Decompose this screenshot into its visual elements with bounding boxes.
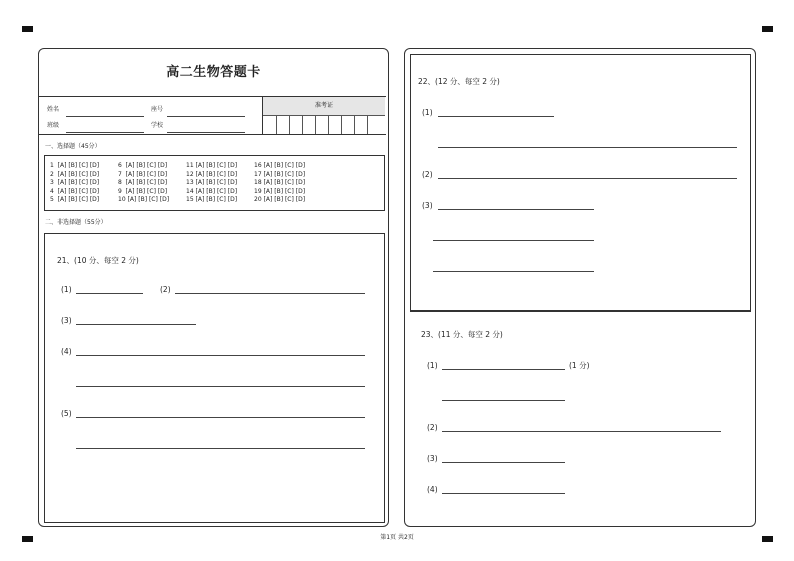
section2-title: 二、非选择题（55分）	[45, 219, 107, 226]
mcq-item[interactable]: 10 [A] [B] [C] [D]	[118, 196, 170, 203]
exam-id-cell[interactable]	[354, 115, 367, 134]
q22-header: 22、(12 分、每空 2 分)	[418, 77, 500, 86]
exam-id-cell[interactable]	[328, 115, 341, 134]
q21-blank-1[interactable]	[76, 293, 143, 294]
q22-blank-2[interactable]	[438, 178, 737, 179]
q21-blank-4b[interactable]	[76, 386, 365, 387]
card-title: 高二生物答题卡	[166, 65, 261, 80]
mcq-item[interactable]: 8 [A] [B] [C] [D]	[118, 179, 168, 186]
section1-title: 一、选择题（45分）	[45, 143, 101, 150]
q22-blank-3b[interactable]	[433, 240, 594, 241]
q21-header: 21、(10 分、每空 2 分)	[57, 256, 139, 265]
q22-label-1: (1)	[422, 108, 433, 117]
mcq-item[interactable]: 19 [A] [B] [C] [D]	[254, 187, 306, 195]
q22-answer-box[interactable]	[410, 54, 751, 312]
mcq-item[interactable]: 1 [A] [B] [C] [D]	[50, 162, 100, 169]
q23-blank-4[interactable]	[442, 493, 565, 494]
mcq-item[interactable]: 4 [A] [B] [C] [D]	[50, 187, 100, 195]
q22-label-2: (2)	[422, 170, 433, 179]
name-label: 姓名	[47, 106, 60, 113]
mcq-item[interactable]: 9 [A] [B] [C] [D]	[118, 187, 168, 195]
student-info-block	[39, 96, 386, 135]
mcq-item[interactable]: 11 [A] [B] [C] [D]	[186, 162, 238, 169]
q23-header: 23、(11 分、每空 2 分)	[421, 330, 503, 339]
q22-blank-1a[interactable]	[438, 116, 554, 117]
mcq-item[interactable]: 2 [A] [B] [C] [D]	[50, 170, 100, 178]
school-field[interactable]	[167, 132, 245, 133]
mcq-item[interactable]: 15 [A] [B] [C] [D]	[186, 196, 238, 203]
exam-id-box	[262, 97, 385, 135]
q21-blank-5a[interactable]	[76, 417, 365, 418]
q23-label-3: (3)	[427, 454, 438, 463]
q23-answer-area[interactable]	[410, 311, 751, 523]
mcq-item[interactable]: 20 [A] [B] [C] [D]	[254, 196, 306, 203]
q21-answer-box[interactable]	[44, 233, 385, 523]
mcq-item[interactable]: 7 [A] [B] [C] [D]	[118, 170, 168, 178]
mcq-item[interactable]: 13 [A] [B] [C] [D]	[186, 179, 238, 186]
q21-label-1: (1)	[61, 285, 72, 294]
q23-blank-3[interactable]	[442, 462, 565, 463]
exam-id-cell[interactable]	[367, 115, 380, 134]
q21-label-3: (3)	[61, 316, 72, 325]
page-footer	[0, 534, 794, 542]
q23-blank-1b[interactable]	[442, 400, 565, 401]
q21-blank-5b[interactable]	[76, 448, 365, 449]
mcq-grid[interactable]	[44, 155, 385, 211]
mcq-item[interactable]: 6 [A] [B] [C] [D]	[118, 162, 168, 169]
right-panel	[404, 48, 756, 527]
exam-id-cells[interactable]	[263, 115, 385, 134]
q23-blank-2[interactable]	[442, 431, 721, 432]
exam-id-cell[interactable]	[315, 115, 328, 134]
name-field[interactable]	[66, 116, 144, 117]
mcq-item[interactable]: 17 [A] [B] [C] [D]	[254, 170, 306, 178]
school-label: 学校	[151, 122, 164, 129]
left-panel	[38, 48, 389, 527]
mcq-item[interactable]: 3 [A] [B] [C] [D]	[50, 179, 100, 186]
mcq-item[interactable]: 18 [A] [B] [C] [D]	[254, 179, 306, 186]
page-current: 第1页	[380, 534, 397, 541]
q22-label-3: (3)	[422, 201, 433, 210]
q22-blank-3a[interactable]	[438, 209, 594, 210]
exam-id-cell[interactable]	[276, 115, 289, 134]
q21-blank-4a[interactable]	[76, 355, 365, 356]
q21-blank-3[interactable]	[76, 324, 196, 325]
exam-id-cell[interactable]	[302, 115, 315, 134]
q21-label-2: (2)	[160, 285, 171, 294]
q22-blank-3c[interactable]	[433, 271, 594, 272]
q23-label-1: (1)	[427, 361, 438, 370]
seat-label: 座号	[151, 106, 164, 113]
seat-field[interactable]	[167, 116, 245, 117]
q21-blank-2[interactable]	[175, 293, 365, 294]
class-label: 班级	[47, 122, 60, 129]
registration-mark-top-right	[762, 26, 773, 32]
q23-label-2: (2)	[427, 423, 438, 432]
exam-id-label: 准考证	[263, 97, 385, 116]
class-field[interactable]	[66, 132, 144, 133]
mcq-item[interactable]: 5 [A] [B] [C] [D]	[50, 196, 100, 203]
q21-label-4: (4)	[61, 347, 72, 356]
mcq-item[interactable]: 14 [A] [B] [C] [D]	[186, 187, 238, 195]
q22-blank-1b[interactable]	[438, 147, 737, 148]
mcq-item[interactable]: 16 [A] [B] [C] [D]	[254, 162, 306, 169]
q23-label-4: (4)	[427, 485, 438, 494]
mcq-item[interactable]: 12 [A] [B] [C] [D]	[186, 170, 238, 178]
exam-id-cell[interactable]	[289, 115, 302, 134]
registration-mark-top-left	[22, 26, 33, 32]
q23-note-1: (1 分)	[569, 361, 590, 370]
exam-id-cell[interactable]	[341, 115, 354, 134]
page-total: 共2页	[397, 534, 414, 541]
q21-label-5: (5)	[61, 409, 72, 418]
q23-blank-1a[interactable]	[442, 369, 565, 370]
